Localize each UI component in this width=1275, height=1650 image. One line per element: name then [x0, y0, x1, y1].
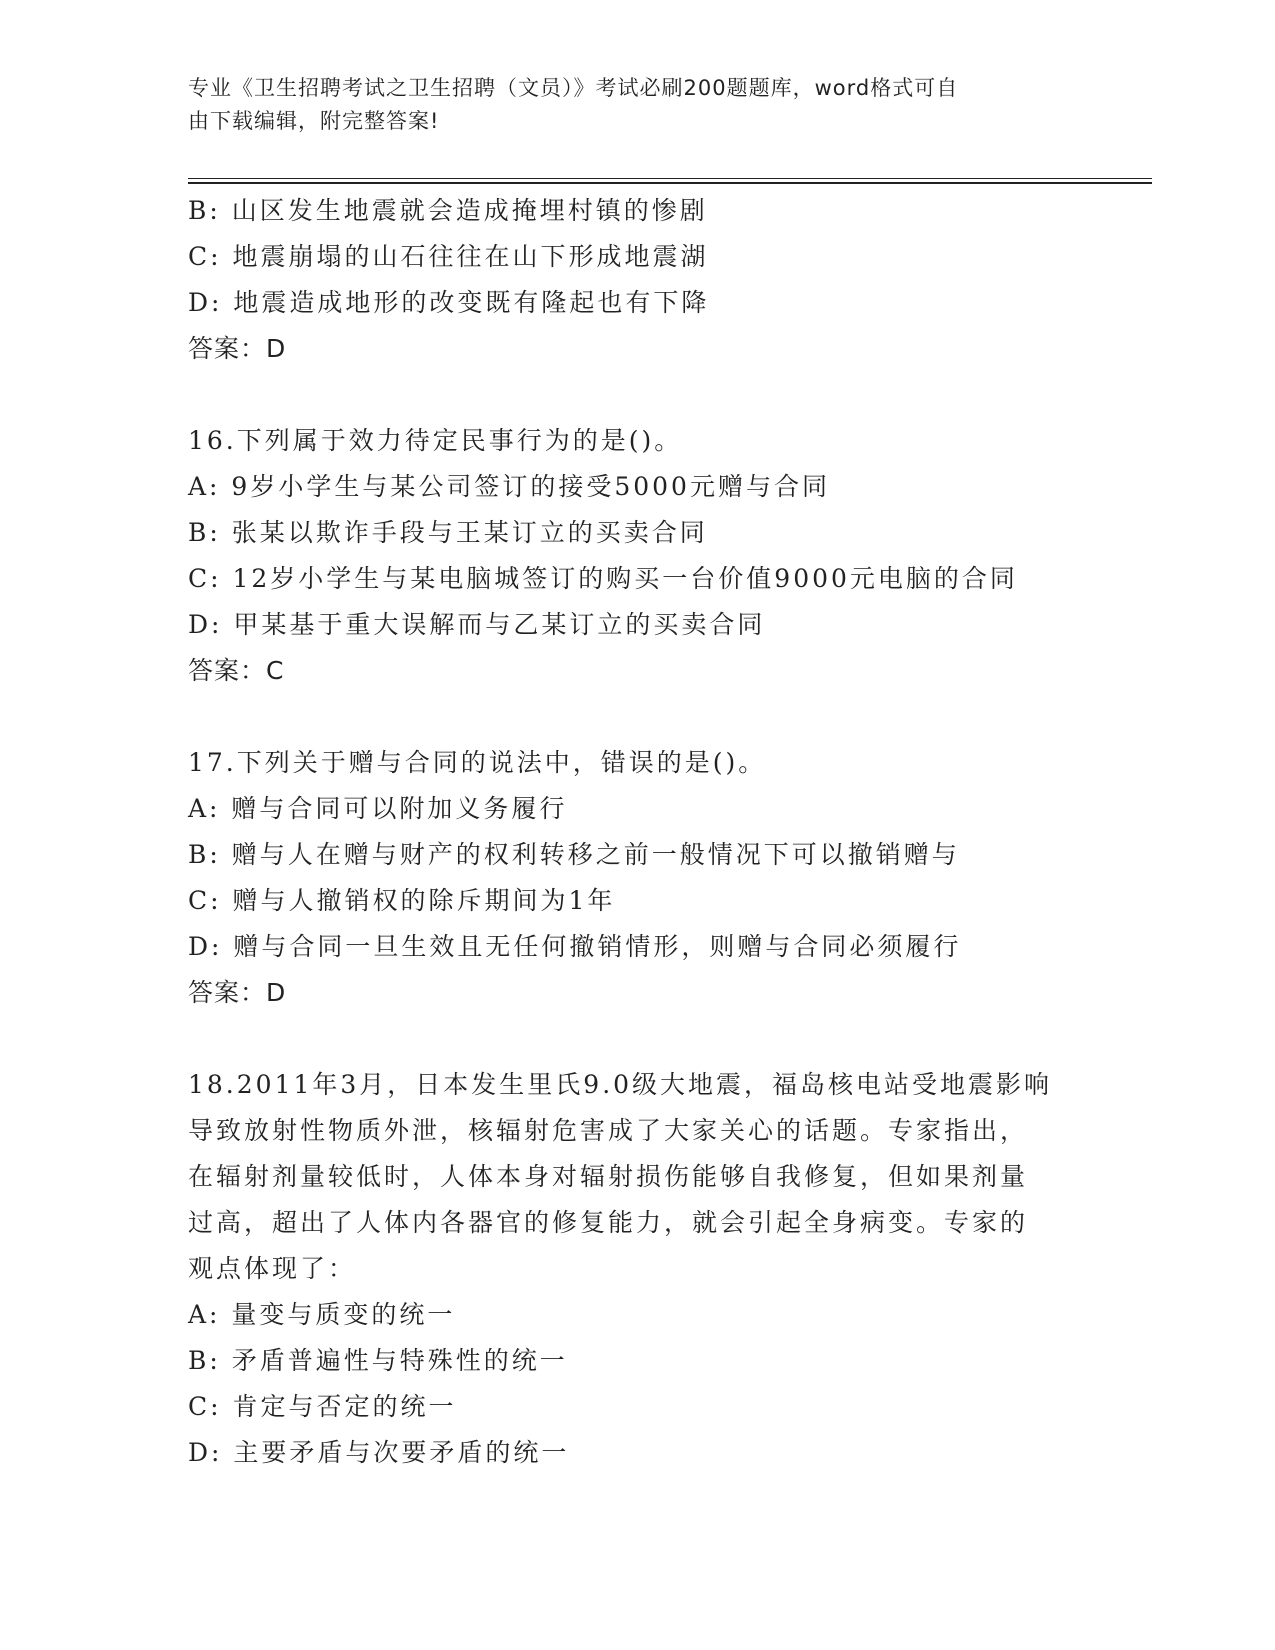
q18-option-d: D: 主要矛盾与次要矛盾的统一	[188, 1438, 570, 1467]
question-18	[188, 1062, 1088, 1476]
header-line-1: 专业《卫生招聘考试之卫生招聘（文员）》考试必刷200题题库，word格式可自	[188, 76, 959, 100]
q17-answer: 答案：D	[188, 978, 287, 1007]
document-header	[188, 72, 1068, 138]
spacer	[188, 372, 1088, 418]
q17-option-a: A: 赠与合同可以附加义务履行	[188, 794, 568, 823]
q16-option-c: C: 12岁小学生与某电脑城签订的购买一台价值9000元电脑的合同	[188, 564, 1018, 593]
q18-option-a: A: 量变与质变的统一	[188, 1300, 456, 1329]
question-15	[188, 188, 1088, 372]
q17-option-b: B: 赠与人在赠与财产的权利转移之前一般情况下可以撤销赠与	[188, 840, 960, 869]
q16-stem: 16.下列属于效力待定民事行为的是()。	[188, 426, 683, 455]
q18-stem-line: 18.2011年3月，日本发生里氏9.0级大地震，福岛核电站受地震影响	[188, 1070, 1053, 1099]
q17-option-d: D: 赠与合同一旦生效且无任何撤销情形，则赠与合同必须履行	[188, 932, 962, 961]
q18-stem-line: 在辐射剂量较低时，人体本身对辐射损伤能够自我修复，但如果剂量	[188, 1162, 1029, 1191]
q18-option-c: C: 肯定与否定的统一	[188, 1392, 457, 1421]
q18-stem-line: 观点体现了：	[188, 1254, 357, 1283]
q16-option-b: B: 张某以欺诈手段与王某订立的买卖合同	[188, 518, 708, 547]
q17-option-c: C: 赠与人撤销权的除斥期间为1年	[188, 886, 616, 915]
question-16	[188, 418, 1088, 694]
q15-answer: 答案：D	[188, 334, 287, 363]
q16-option-d: D: 甲某基于重大误解而与乙某订立的买卖合同	[188, 610, 766, 639]
q17-stem: 17.下列关于赠与合同的说法中，错误的是()。	[188, 748, 767, 777]
header-rule-thick	[188, 182, 1152, 184]
question-17	[188, 740, 1088, 1016]
spacer	[188, 1016, 1088, 1062]
q15-option-c: C: 地震崩塌的山石往往在山下形成地震湖	[188, 242, 709, 271]
q16-answer: 答案：C	[188, 656, 285, 685]
header-rule-thin	[188, 178, 1152, 179]
q16-option-a: A: 9岁小学生与某公司签订的接受5000元赠与合同	[188, 472, 830, 501]
spacer	[188, 694, 1088, 740]
q18-option-b: B: 矛盾普遍性与特殊性的统一	[188, 1346, 568, 1375]
document-body	[188, 188, 1088, 1476]
q18-stem-line: 过高，超出了人体内各器官的修复能力，就会引起全身病变。专家的	[188, 1208, 1029, 1237]
q15-option-b: B: 山区发生地震就会造成掩埋村镇的惨剧	[188, 196, 708, 225]
q18-stem-line: 导致放射性物质外泄，核辐射危害成了大家关心的话题。专家指出，	[188, 1116, 1029, 1145]
q15-option-d: D: 地震造成地形的改变既有隆起也有下降	[188, 288, 710, 317]
header-line-2: 由下载编辑，附完整答案!	[188, 109, 440, 133]
